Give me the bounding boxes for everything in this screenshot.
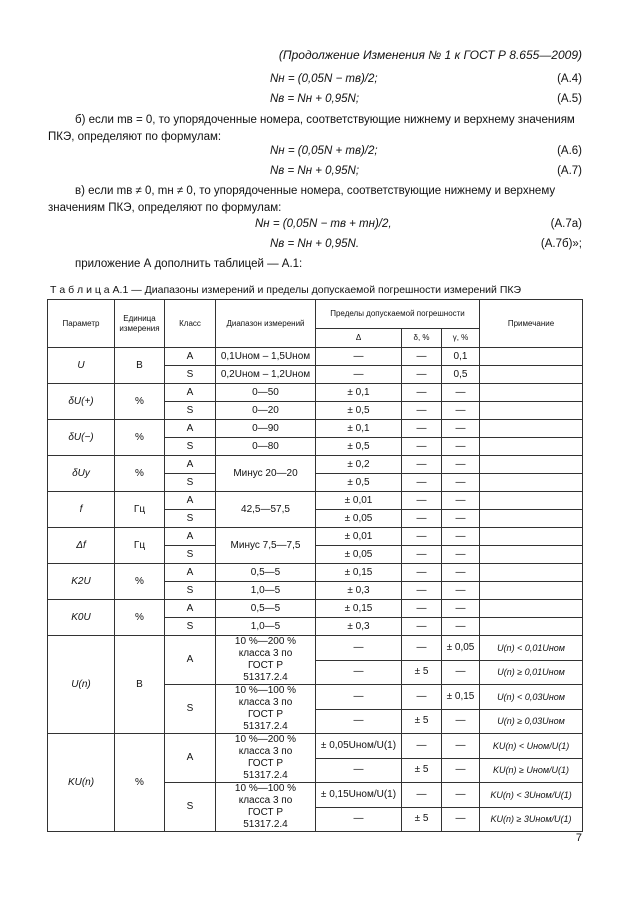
rel-error-cell: — bbox=[402, 783, 442, 808]
formula-a7a-number: (А.7а) bbox=[550, 218, 582, 230]
class-cell: S bbox=[165, 546, 216, 564]
range-cell: 10 %—100 % класса 3 по ГОСТ Р 51317.2.4 bbox=[216, 685, 316, 734]
rel-error-cell: — bbox=[402, 734, 442, 759]
param-cell: U(n) bbox=[48, 636, 115, 734]
rel-error-cell: — bbox=[402, 636, 442, 661]
note-cell: U(n) < 0,03Uном bbox=[480, 685, 583, 710]
red-error-cell: — bbox=[442, 807, 480, 832]
abs-error-cell: ± 0,5 bbox=[316, 474, 402, 492]
red-error-cell: — bbox=[442, 618, 480, 636]
class-cell: S bbox=[165, 582, 216, 600]
unit-cell: % bbox=[115, 456, 165, 492]
param-cell: U bbox=[48, 348, 115, 384]
unit-cell: % bbox=[115, 600, 165, 636]
note-cell bbox=[480, 474, 583, 492]
note-cell bbox=[480, 564, 583, 582]
red-error-cell: — bbox=[442, 492, 480, 510]
param-cell: δU(+) bbox=[48, 384, 115, 420]
paragraph-b: б) если mв = 0, то упорядоченные номера, соответствующие нижнему и верхнему значениям ПКЭ, определяют по формулам: bbox=[48, 114, 575, 143]
rel-error-cell: — bbox=[402, 366, 442, 384]
note-cell bbox=[480, 456, 583, 474]
rel-error-cell: — bbox=[402, 685, 442, 710]
table-row bbox=[48, 528, 583, 546]
red-error-cell: — bbox=[442, 438, 480, 456]
abs-error-cell: ± 0,15 bbox=[316, 564, 402, 582]
range-cell: 10 %—200 % класса 3 по ГОСТ Р 51317.2.4 bbox=[216, 636, 316, 685]
class-cell: S bbox=[165, 402, 216, 420]
running-header: (Продолжение Изменения № 1 к ГОСТ Р 8.655—2009) bbox=[278, 48, 582, 62]
table-body-simple bbox=[48, 348, 583, 636]
red-error-cell: ± 0,15 bbox=[442, 685, 480, 710]
note-cell bbox=[480, 528, 583, 546]
formula-a5: Nв = Nн + 0,95N; bbox=[270, 93, 360, 105]
rel-error-cell: — bbox=[402, 582, 442, 600]
param-cell: K2U bbox=[48, 564, 115, 600]
range-cell: 1,0—5 bbox=[216, 618, 316, 636]
formula-a6: Nн = (0,05N + mв)/2; bbox=[270, 145, 378, 157]
class-cell: A bbox=[165, 492, 216, 510]
table-row bbox=[48, 348, 583, 366]
rel-error-cell: — bbox=[402, 456, 442, 474]
note-cell bbox=[480, 348, 583, 366]
note-cell bbox=[480, 600, 583, 618]
rel-error-cell: — bbox=[402, 600, 442, 618]
note-cell bbox=[480, 438, 583, 456]
abs-error-cell: ± 0,15 bbox=[316, 600, 402, 618]
rel-error-cell: — bbox=[402, 510, 442, 528]
header-class: Класс bbox=[165, 300, 216, 348]
note-cell: U(n) ≥ 0,01Uном bbox=[480, 660, 583, 685]
range-cell: 0,5—5 bbox=[216, 600, 316, 618]
table-row bbox=[48, 492, 583, 510]
formula-a7b: Nв = Nн + 0,95N. bbox=[270, 238, 360, 250]
class-cell: S bbox=[165, 618, 216, 636]
note-cell: U(n) < 0,01Uном bbox=[480, 636, 583, 661]
range-cell: 10 %—200 % класса 3 по ГОСТ Р 51317.2.4 bbox=[216, 734, 316, 783]
appendix-note: приложение А дополнить таблицей — А.1: bbox=[75, 258, 303, 270]
abs-error-cell: ± 0,05 bbox=[316, 546, 402, 564]
red-error-cell: — bbox=[442, 758, 480, 783]
abs-error-cell: — bbox=[316, 709, 402, 734]
paragraph-v: в) если mв ≠ 0, mн ≠ 0, то упорядоченные номера, соответствующие нижнему и верхнему значениям ПКЭ, определяют по формулам: bbox=[48, 185, 556, 214]
unit-cell: % bbox=[115, 734, 165, 832]
unit-cell: % bbox=[115, 564, 165, 600]
formula-a4-number: (А.4) bbox=[557, 73, 582, 85]
class-cell: A bbox=[165, 734, 216, 783]
abs-error-cell: ± 0,1 bbox=[316, 420, 402, 438]
abs-error-cell: ± 0,2 bbox=[316, 456, 402, 474]
class-cell: A bbox=[165, 456, 216, 474]
abs-error-cell: ± 0,15Uном/U(1) bbox=[316, 783, 402, 808]
abs-error-cell: ± 0,05Uном/U(1) bbox=[316, 734, 402, 759]
table-row bbox=[48, 636, 583, 661]
red-error-cell: — bbox=[442, 783, 480, 808]
table-caption: Т а б л и ц а А.1 — Диапазоны измерений и пределы допускаемой погрешности измерений ПКЭ bbox=[50, 284, 522, 296]
note-cell: KU(n) ≥ Uном/U(1) bbox=[480, 758, 583, 783]
red-error-cell: — bbox=[442, 709, 480, 734]
header-range: Диапазон измерений bbox=[216, 300, 316, 348]
abs-error-cell: — bbox=[316, 685, 402, 710]
class-cell: A bbox=[165, 384, 216, 402]
note-cell bbox=[480, 618, 583, 636]
table-row bbox=[48, 456, 583, 474]
class-cell: S bbox=[165, 510, 216, 528]
note-cell: KU(n) < Uном/U(1) bbox=[480, 734, 583, 759]
note-cell bbox=[480, 582, 583, 600]
abs-error-cell: ± 0,3 bbox=[316, 618, 402, 636]
unit-cell: Гц bbox=[115, 528, 165, 564]
table-body-harmonics bbox=[48, 636, 583, 832]
red-error-cell: — bbox=[442, 456, 480, 474]
measurement-table bbox=[47, 299, 583, 832]
table-row bbox=[48, 420, 583, 438]
red-error-cell: — bbox=[442, 660, 480, 685]
rel-error-cell: — bbox=[402, 546, 442, 564]
rel-error-cell: — bbox=[402, 492, 442, 510]
rel-error-cell: — bbox=[402, 564, 442, 582]
abs-error-cell: — bbox=[316, 348, 402, 366]
abs-error-cell: — bbox=[316, 636, 402, 661]
note-cell: KU(n) < 3Uном/U(1) bbox=[480, 783, 583, 808]
note-cell: KU(n) ≥ 3Uном/U(1) bbox=[480, 807, 583, 832]
abs-error-cell: ± 0,05 bbox=[316, 510, 402, 528]
note-cell: U(n) ≥ 0,03Uном bbox=[480, 709, 583, 734]
abs-error-cell: — bbox=[316, 660, 402, 685]
unit-cell: В bbox=[115, 348, 165, 384]
red-error-cell: ± 0,05 bbox=[442, 636, 480, 661]
range-cell: 1,0—5 bbox=[216, 582, 316, 600]
red-error-cell: — bbox=[442, 420, 480, 438]
rel-error-cell: — bbox=[402, 528, 442, 546]
class-cell: A bbox=[165, 600, 216, 618]
abs-error-cell: — bbox=[316, 366, 402, 384]
rel-error-cell: ± 5 bbox=[402, 758, 442, 783]
abs-error-cell: — bbox=[316, 758, 402, 783]
red-error-cell: — bbox=[442, 734, 480, 759]
class-cell: S bbox=[165, 438, 216, 456]
unit-cell: Гц bbox=[115, 492, 165, 528]
red-error-cell: — bbox=[442, 582, 480, 600]
rel-error-cell: ± 5 bbox=[402, 660, 442, 685]
formula-a5-number: (А.5) bbox=[557, 93, 582, 105]
class-cell: S bbox=[165, 474, 216, 492]
param-cell: Δf bbox=[48, 528, 115, 564]
formula-a7-number: (А.7) bbox=[557, 165, 582, 177]
range-cell: 0,1Uном – 1,5Uном bbox=[216, 348, 316, 366]
range-cell: 0,5—5 bbox=[216, 564, 316, 582]
formula-a7: Nв = Nн + 0,95N; bbox=[270, 165, 360, 177]
note-cell bbox=[480, 420, 583, 438]
abs-error-cell: ± 0,01 bbox=[316, 492, 402, 510]
table-row bbox=[48, 600, 583, 618]
param-cell: f bbox=[48, 492, 115, 528]
header-note: Примечание bbox=[480, 300, 583, 348]
class-cell: A bbox=[165, 564, 216, 582]
formula-a7a: Nн = (0,05N − mв + mн)/2, bbox=[255, 218, 392, 230]
red-error-cell: 0,5 bbox=[442, 366, 480, 384]
header-rel: δ, % bbox=[402, 329, 442, 348]
range-cell: 0—20 bbox=[216, 402, 316, 420]
param-cell: δU(−) bbox=[48, 420, 115, 456]
formula-a4: Nн = (0,05N − mв)/2; bbox=[270, 73, 378, 85]
param-cell: δUу bbox=[48, 456, 115, 492]
table-row bbox=[48, 734, 583, 759]
formula-a6-number: (А.6) bbox=[557, 145, 582, 157]
abs-error-cell: ± 0,5 bbox=[316, 402, 402, 420]
rel-error-cell: — bbox=[402, 474, 442, 492]
rel-error-cell: — bbox=[402, 618, 442, 636]
note-cell bbox=[480, 384, 583, 402]
range-cell: 0—50 bbox=[216, 384, 316, 402]
red-error-cell: — bbox=[442, 564, 480, 582]
range-cell: Минус 7,5—7,5 bbox=[216, 528, 316, 564]
red-error-cell: — bbox=[442, 600, 480, 618]
range-cell: 0,2Uном – 1,2Uном bbox=[216, 366, 316, 384]
note-cell bbox=[480, 492, 583, 510]
rel-error-cell: — bbox=[402, 420, 442, 438]
range-cell: 10 %—100 % класса 3 по ГОСТ Р 51317.2.4 bbox=[216, 783, 316, 832]
abs-error-cell: ± 0,5 bbox=[316, 438, 402, 456]
class-cell: S bbox=[165, 685, 216, 734]
header-limits: Пределы допускаемой погрешности bbox=[316, 300, 480, 329]
note-cell bbox=[480, 546, 583, 564]
red-error-cell: — bbox=[442, 474, 480, 492]
unit-cell: % bbox=[115, 384, 165, 420]
abs-error-cell: ± 0,01 bbox=[316, 528, 402, 546]
note-cell bbox=[480, 402, 583, 420]
table-row bbox=[48, 384, 583, 402]
rel-error-cell: — bbox=[402, 348, 442, 366]
class-cell: S bbox=[165, 783, 216, 832]
formula-a7b-number: (А.7б)»; bbox=[540, 238, 582, 250]
red-error-cell: — bbox=[442, 546, 480, 564]
class-cell: A bbox=[165, 528, 216, 546]
class-cell: A bbox=[165, 420, 216, 438]
red-error-cell: — bbox=[442, 528, 480, 546]
header-param: Параметр bbox=[48, 300, 115, 348]
unit-cell: % bbox=[115, 420, 165, 456]
page-number: 7 bbox=[575, 832, 582, 844]
rel-error-cell: — bbox=[402, 402, 442, 420]
red-error-cell: — bbox=[442, 384, 480, 402]
header-abs: Δ bbox=[316, 329, 402, 348]
note-cell bbox=[480, 366, 583, 384]
abs-error-cell: ± 0,3 bbox=[316, 582, 402, 600]
header-unit: Единица измерения bbox=[115, 300, 165, 348]
param-cell: KU(n) bbox=[48, 734, 115, 832]
rel-error-cell: ± 5 bbox=[402, 709, 442, 734]
header-red: γ, % bbox=[442, 329, 480, 348]
class-cell: A bbox=[165, 636, 216, 685]
note-cell bbox=[480, 510, 583, 528]
range-cell: 0—90 bbox=[216, 420, 316, 438]
red-error-cell: — bbox=[442, 402, 480, 420]
param-cell: K0U bbox=[48, 600, 115, 636]
rel-error-cell: — bbox=[402, 384, 442, 402]
class-cell: A bbox=[165, 348, 216, 366]
table-row bbox=[48, 564, 583, 582]
red-error-cell: 0,1 bbox=[442, 348, 480, 366]
unit-cell: В bbox=[115, 636, 165, 734]
range-cell: 42,5—57,5 bbox=[216, 492, 316, 528]
rel-error-cell: — bbox=[402, 438, 442, 456]
rel-error-cell: ± 5 bbox=[402, 807, 442, 832]
abs-error-cell: — bbox=[316, 807, 402, 832]
abs-error-cell: ± 0,1 bbox=[316, 384, 402, 402]
class-cell: S bbox=[165, 366, 216, 384]
range-cell: Минус 20—20 bbox=[216, 456, 316, 492]
red-error-cell: — bbox=[442, 510, 480, 528]
range-cell: 0—80 bbox=[216, 438, 316, 456]
